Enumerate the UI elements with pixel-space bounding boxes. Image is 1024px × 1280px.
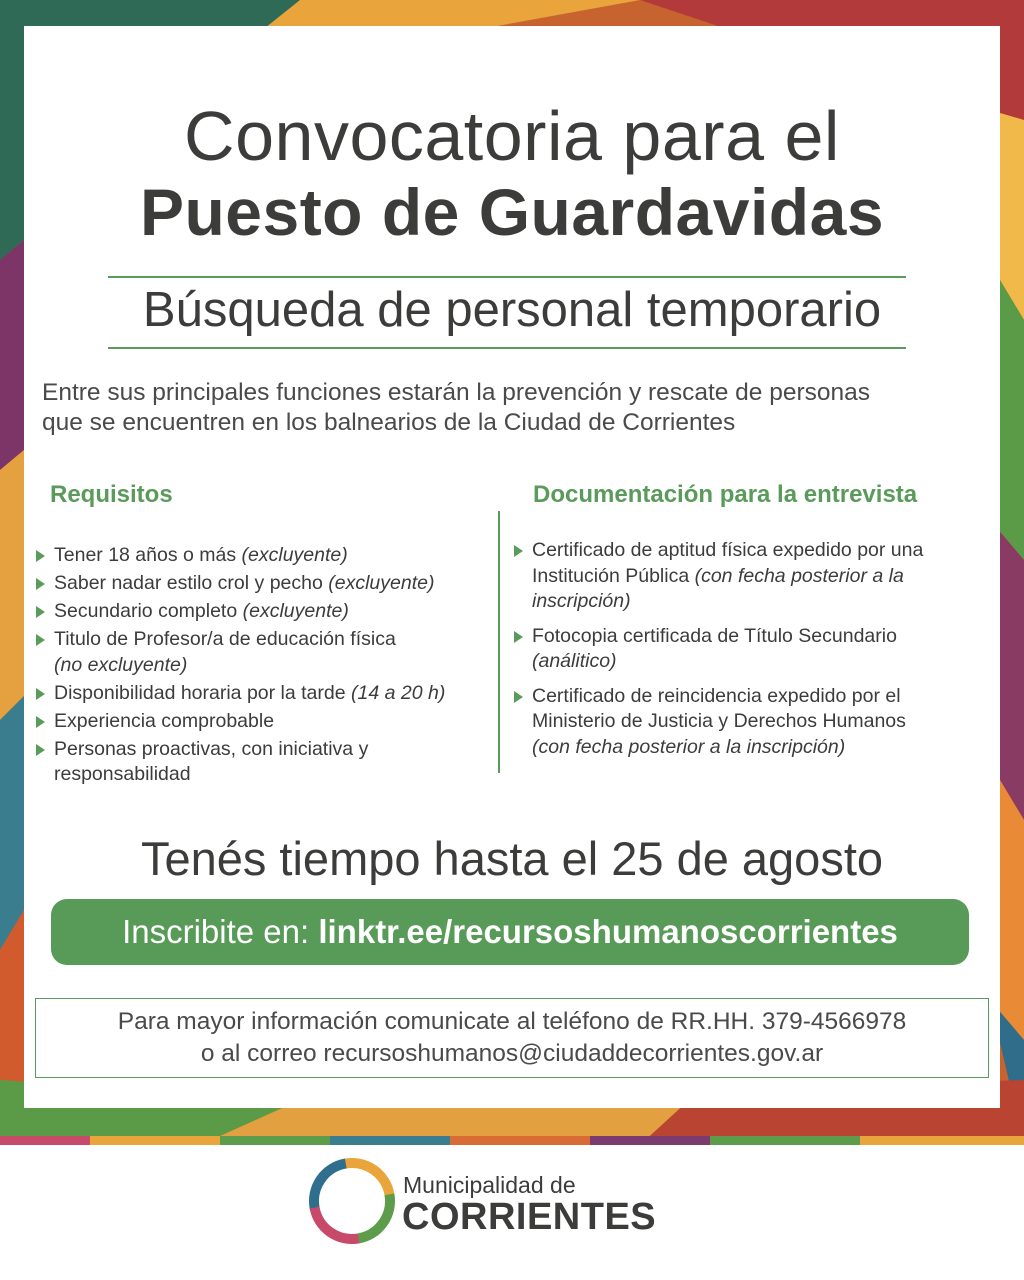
item-note: (con fecha posterior a la inscripción): [532, 735, 846, 758]
item-note: (excluyente): [328, 572, 435, 594]
list-item: [514, 624, 984, 675]
logo-text-line-2: CORRIENTES: [402, 1196, 657, 1238]
bullet-triangle-icon: [36, 606, 45, 618]
bullet-triangle-icon: [514, 691, 523, 703]
subtitle: Búsqueda de personal temporario: [142, 283, 882, 337]
list-item: [36, 627, 496, 678]
title-line-2: Puesto de Guardavidas: [139, 175, 885, 249]
item-note: (análitico): [532, 650, 617, 672]
municipal-logo: [0, 1158, 1024, 1248]
subtitle-bottom-rule: [108, 347, 906, 349]
item-text: Secundario completo: [54, 600, 243, 622]
list-item: [36, 599, 496, 625]
item-text: Titulo de Profesor/a de educación física: [54, 628, 396, 650]
column-divider: [498, 511, 500, 773]
item-note: (14 a 20 h): [351, 681, 446, 704]
item-note: (no excluyente): [54, 653, 188, 676]
item-text: Personas proactivas, con iniciativa y responsabilidad: [54, 737, 369, 785]
item-note: (con fecha posterior a la inscripción): [532, 564, 904, 612]
subtitle-top-rule: [108, 276, 906, 278]
logo-text-line-1: Municipalidad de: [403, 1172, 576, 1198]
signup-banner: [51, 899, 969, 965]
documentacion-heading: Documentación para la entrevista: [533, 481, 918, 508]
item-note: (excluyente): [242, 600, 349, 622]
contact-line-1: Para mayor información comunicate al teléfono de RR.HH. 379-4566978: [117, 1008, 907, 1035]
item-text: Tener 18 años o más: [54, 544, 242, 566]
title-line-1: Convocatoria para el: [184, 97, 840, 175]
bullet-triangle-icon: [36, 578, 45, 590]
list-item: [36, 709, 496, 735]
item-text: Certificado de reincidencia expedido por el Ministerio de Justicia y Derechos Humanos: [532, 684, 906, 732]
list-item: [36, 571, 496, 597]
bullet-triangle-icon: [36, 634, 45, 646]
intro-text: [42, 378, 992, 438]
bullet-triangle-icon: [514, 631, 523, 643]
signup-prefix: Inscribite en:: [122, 913, 319, 950]
intro-line-2: que se encuentren en los balnearios de la Ciudad de Corrientes: [42, 409, 736, 436]
deadline-text: Tenés tiempo hasta el 25 de agosto: [140, 832, 884, 885]
item-text: Experiencia comprobable: [54, 709, 275, 732]
corrientes-logo-icon: [309, 1158, 395, 1244]
list-item: [36, 543, 496, 569]
list-item: [514, 684, 984, 761]
bullet-triangle-icon: [36, 716, 45, 728]
list-item: [514, 538, 984, 615]
item-note: (excluyente): [241, 544, 348, 566]
item-text: Certificado de aptitud física expedido por una Institución Pública: [532, 539, 924, 587]
bullet-triangle-icon: [36, 550, 45, 562]
bullet-triangle-icon: [514, 545, 523, 557]
poster-card: [24, 26, 1000, 1108]
requisitos-heading: Requisitos: [50, 481, 173, 508]
intro-line-1: Entre sus principales funciones estarán la prevención y rescate de personas: [42, 379, 871, 406]
contact-box: [35, 998, 989, 1078]
contact-line-2: o al correo recursoshumanos@ciudaddecorrientes.gov.ar: [200, 1040, 824, 1067]
color-strip: [0, 1136, 1024, 1145]
requisitos-list: [36, 543, 496, 790]
documentacion-list: [514, 538, 984, 769]
list-item: [36, 681, 496, 707]
signup-link[interactable]: linktr.ee/recursoshumanoscorrientes: [318, 913, 898, 950]
item-text: Disponibilidad horaria por la tarde: [54, 681, 352, 704]
bullet-triangle-icon: [36, 688, 45, 700]
item-text: Fotocopia certificada de Título Secundario: [532, 624, 897, 647]
list-item: [36, 737, 496, 788]
item-text: Saber nadar estilo crol y pecho: [54, 572, 329, 594]
bullet-triangle-icon: [36, 744, 45, 756]
